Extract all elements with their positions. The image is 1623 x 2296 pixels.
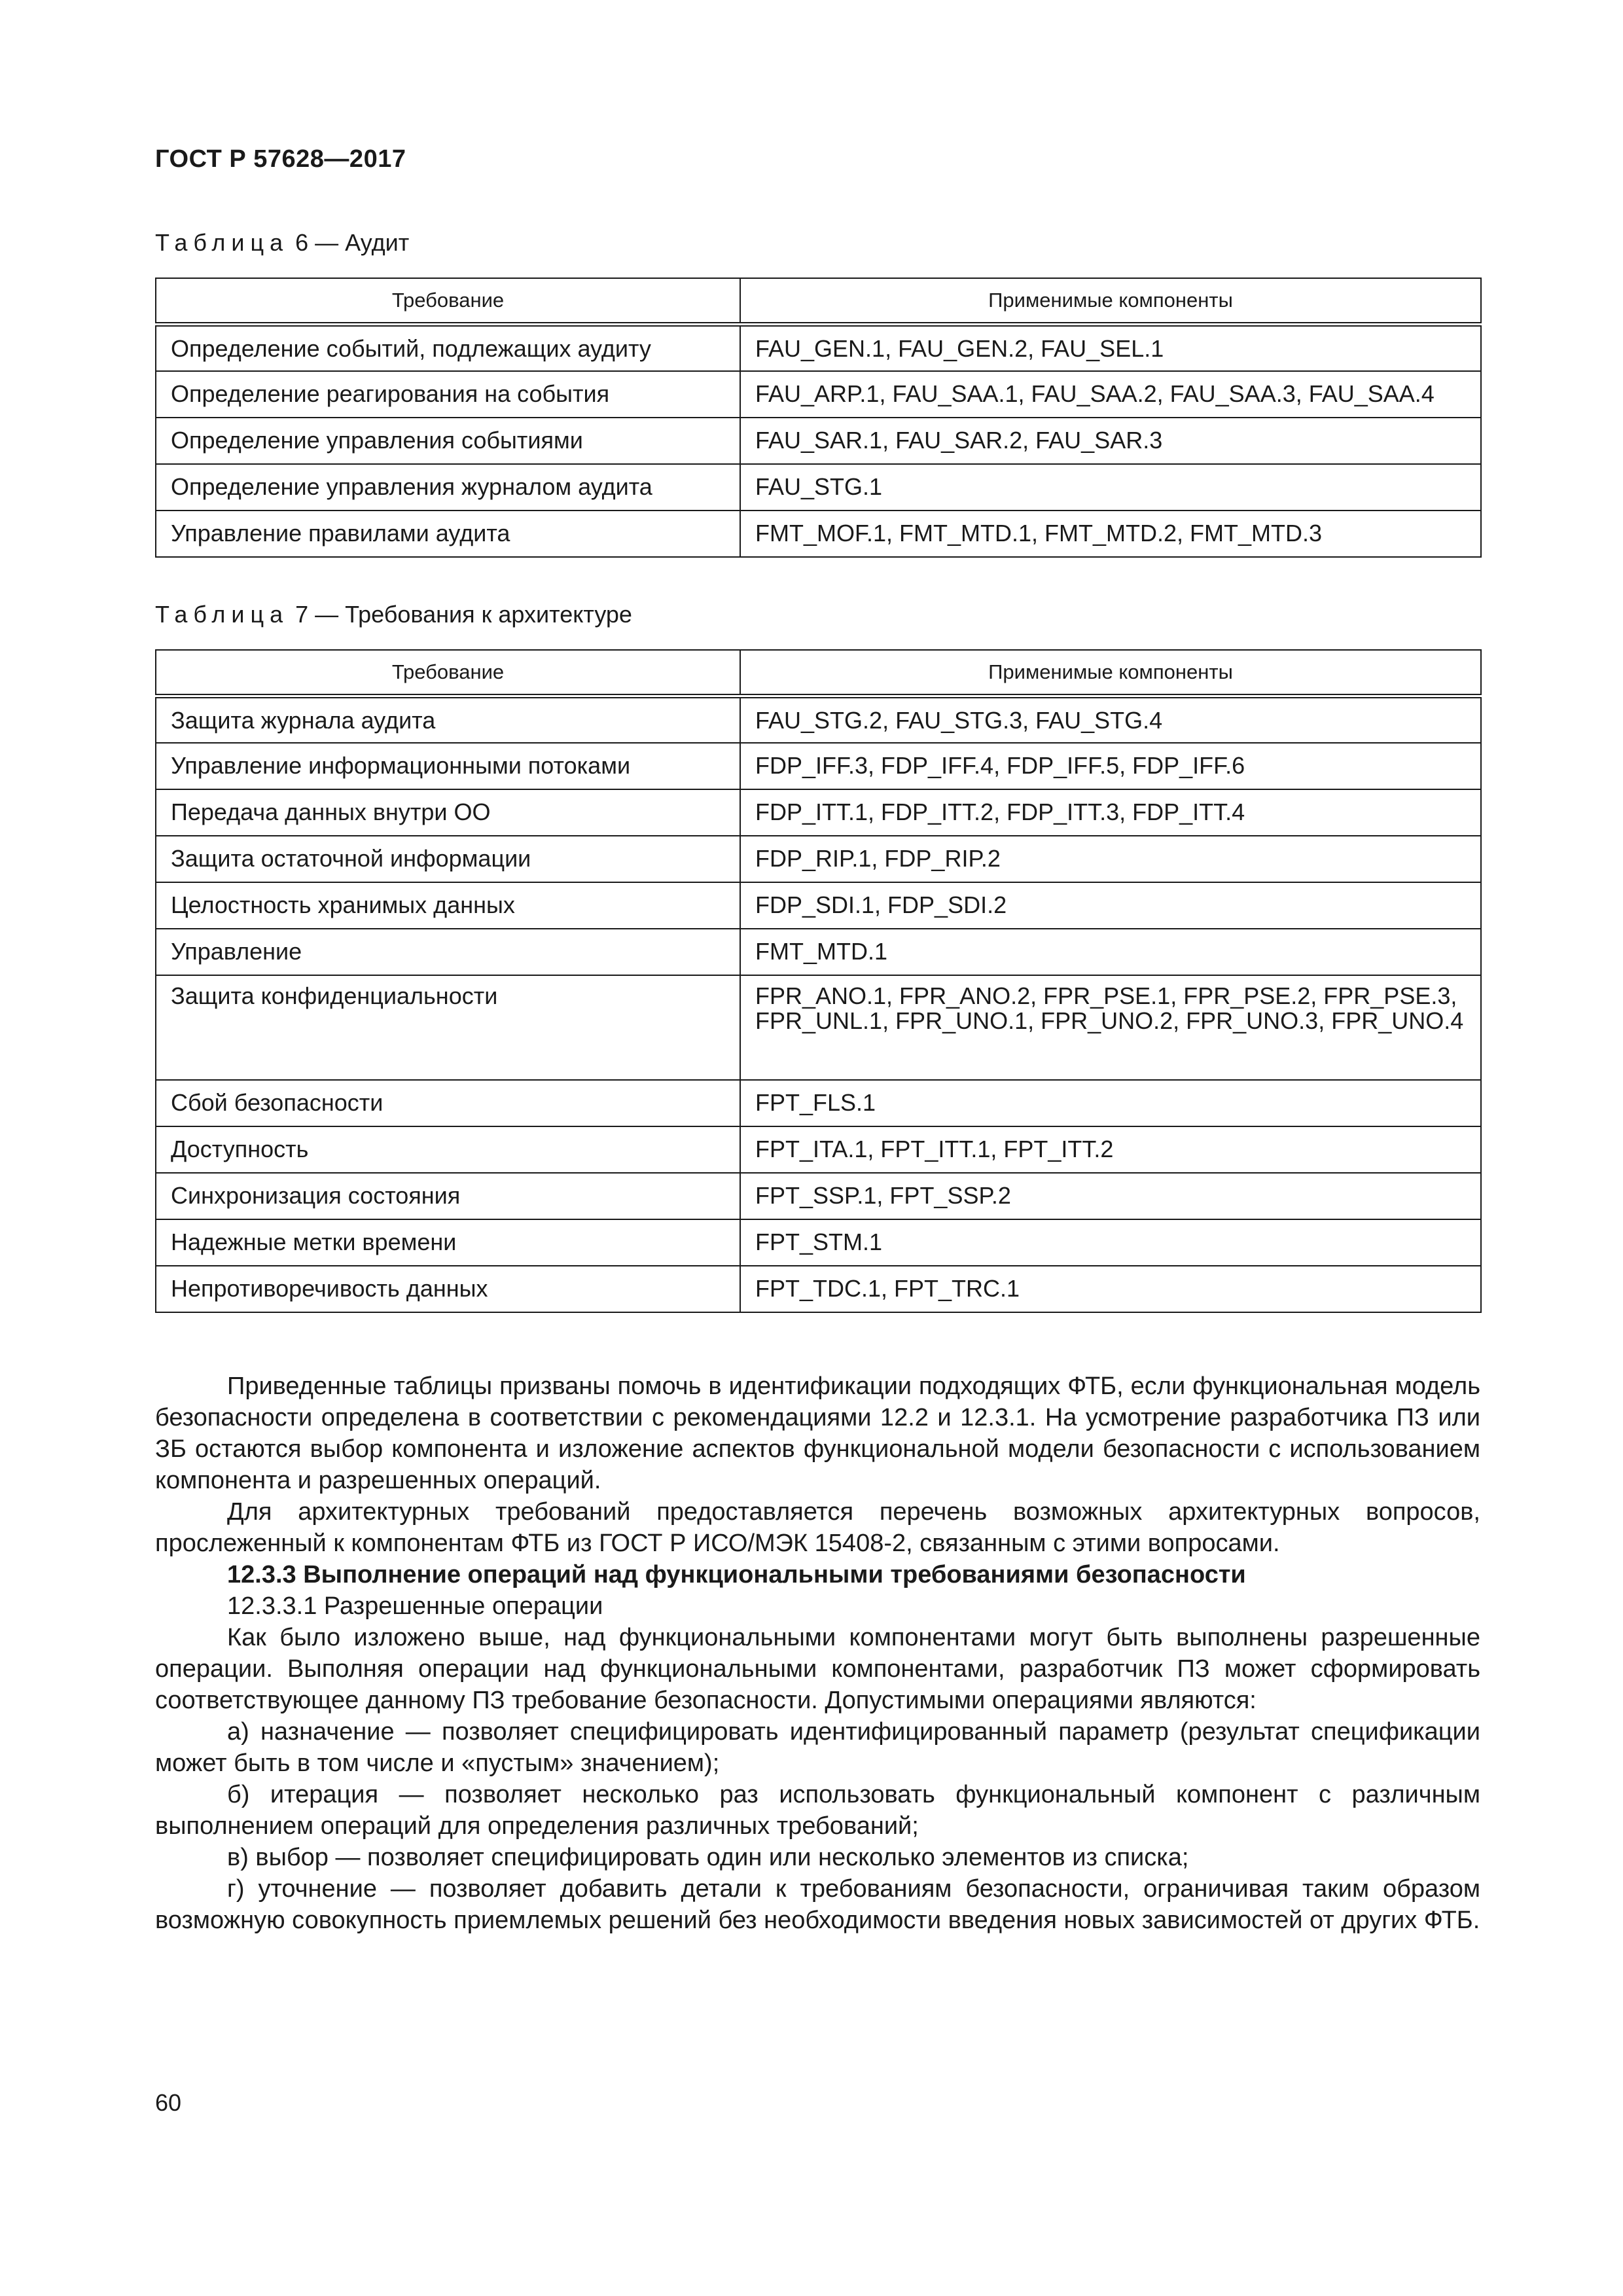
components-cell: FAU_STG.1 [740, 464, 1481, 511]
components-cell: FDP_IFF.3, FDP_IFF.4, FDP_IFF.5, FDP_IFF.6 [740, 743, 1481, 789]
table-header-row [156, 278, 1481, 325]
table-row [156, 464, 1481, 511]
subsection-heading-12-3-3-1: 12.3.3.1 Разрешенные операции [227, 1592, 603, 1620]
components-cell: FAU_SAR.1, FAU_SAR.2, FAU_SAR.3 [740, 418, 1481, 464]
requirement-cell: Сбой безопасности [156, 1080, 740, 1126]
table-row [156, 1173, 1481, 1219]
section-heading-12-3-3: 12.3.3 Выполнение операций над функциональными требованиями безопасности [227, 1561, 1246, 1588]
requirement-cell: Управление [156, 929, 740, 975]
table-row [156, 418, 1481, 464]
table-row [156, 1080, 1481, 1126]
list-item-selection: в) выбор — позволяет специфицировать один или несколько элементов из списка; [227, 1844, 1189, 1871]
components-cell: FPT_TDC.1, FPT_TRC.1 [740, 1266, 1481, 1312]
list-item-refinement: г) уточнение — позволяет добавить детали к требованиям безопасности, ограничивая таким образом возможную совокупность приемлемых решений без необходимости введения новых зависимостей от других ФТБ. [155, 1875, 1480, 1934]
table-row [156, 882, 1481, 929]
table-row [156, 836, 1481, 882]
requirement-cell: Определение реагирования на события [156, 371, 740, 418]
table-row [156, 325, 1481, 371]
table-7-architecture [155, 649, 1482, 1313]
table-7-caption-word: Таблица [155, 601, 289, 628]
requirement-cell: Определение событий, подлежащих аудиту [156, 325, 740, 371]
table-row [156, 511, 1481, 557]
components-cell: FPT_STM.1 [740, 1219, 1481, 1266]
table-7-caption [155, 601, 632, 628]
components-cell: FAU_GEN.1, FAU_GEN.2, FAU_SEL.1 [740, 325, 1481, 371]
column-header-components: Применимые компоненты [740, 278, 1481, 325]
table-row [156, 975, 1481, 1080]
table-row [156, 696, 1481, 743]
components-cell: FPT_SSP.1, FPT_SSP.2 [740, 1173, 1481, 1219]
table-row [156, 743, 1481, 789]
requirement-cell: Защита конфиденциальности [156, 975, 740, 1080]
components-cell: FMT_MTD.1 [740, 929, 1481, 975]
components-cell: FPT_FLS.1 [740, 1080, 1481, 1126]
table-row [156, 371, 1481, 418]
table-row [156, 929, 1481, 975]
components-cell: FDP_RIP.1, FDP_RIP.2 [740, 836, 1481, 882]
table-row [156, 1126, 1481, 1173]
list-item-assignment: а) назначение — позволяет специфицировать идентифицированный параметр (результат спецификации может быть в том числе и «пустым» значением); [155, 1718, 1480, 1777]
body-text [155, 1371, 1480, 1936]
table-header-row [156, 650, 1481, 696]
components-cell: FAU_ARP.1, FAU_SAA.1, FAU_SAA.2, FAU_SAA.3, FAU_SAA.4 [740, 371, 1481, 418]
components-cell: FDP_ITT.1, FDP_ITT.2, FDP_ITT.3, FDP_ITT.4 [740, 789, 1481, 836]
requirement-cell: Надежные метки времени [156, 1219, 740, 1266]
column-header-components: Применимые компоненты [740, 650, 1481, 696]
requirement-cell: Определение управления журналом аудита [156, 464, 740, 511]
requirement-cell: Защита остаточной информации [156, 836, 740, 882]
table-6-audit [155, 278, 1482, 558]
table-6-caption-word: Таблица [155, 229, 289, 256]
page-number: 60 [155, 2089, 182, 2116]
table-6-caption-title: 6 — Аудит [289, 229, 410, 256]
table-6-caption [155, 229, 409, 257]
requirement-cell: Передача данных внутри ОО [156, 789, 740, 836]
components-cell: FPT_ITA.1, FPT_ITT.1, FPT_ITT.2 [740, 1126, 1481, 1173]
document-id: ГОСТ Р 57628—2017 [155, 145, 406, 173]
components-cell: FPR_ANO.1, FPR_ANO.2, FPR_PSE.1, FPR_PSE.2, FPR_PSE.3, FPR_UNL.1, FPR_UNO.1, FPR_UNO.2, FPR_UNO.3, FPR_UNO.4 [740, 975, 1481, 1080]
components-cell: FDP_SDI.1, FDP_SDI.2 [740, 882, 1481, 929]
requirement-cell: Непротиворечивость данных [156, 1266, 740, 1312]
components-cell: FMT_MOF.1, FMT_MTD.1, FMT_MTD.2, FMT_MTD.3 [740, 511, 1481, 557]
paragraph-architecture: Для архитектурных требований предоставляется перечень возможных архитектурных вопросов, прослеженный к компонентам ФТБ из ГОСТ Р ИСО/МЭК 15408-2, связанным с этими вопросами. [155, 1498, 1480, 1557]
requirement-cell: Защита журнала аудита [156, 696, 740, 743]
list-item-iteration: б) итерация — позволяет несколько раз использовать функциональный компонент с различным выполнением операций для определения различных требований; [155, 1781, 1480, 1840]
requirement-cell: Управление правилами аудита [156, 511, 740, 557]
paragraph-tables-purpose: Приведенные таблицы призваны помочь в идентификации подходящих ФТБ, если функциональная модель безопасности определена в соответствии с рекомендациями 12.2 и 12.3.1. На усмотрение разработчика ПЗ или ЗБ остаются выбор компонента и изложение аспектов функциональной модели безопасности с использованием компонента и разрешенных операций. [155, 1372, 1480, 1494]
column-header-requirement: Требование [156, 278, 740, 325]
column-header-requirement: Требование [156, 650, 740, 696]
requirement-cell: Определение управления событиями [156, 418, 740, 464]
components-cell: FAU_STG.2, FAU_STG.3, FAU_STG.4 [740, 696, 1481, 743]
table-7-caption-title: 7 — Требования к архитектуре [289, 601, 632, 628]
requirement-cell: Синхронизация состояния [156, 1173, 740, 1219]
table-row [156, 1219, 1481, 1266]
paragraph-allowed-operations: Как было изложено выше, над функциональными компонентами могут быть выполнены разрешенные операции. Выполняя операции над функциональными компонентами, разработчик ПЗ может сформировать соответствующее данному ПЗ требование безопасности. Допустимыми операциями являются: [155, 1624, 1480, 1714]
requirement-cell: Доступность [156, 1126, 740, 1173]
requirement-cell: Целостность хранимых данных [156, 882, 740, 929]
table-row [156, 1266, 1481, 1312]
requirement-cell: Управление информационными потоками [156, 743, 740, 789]
table-row [156, 789, 1481, 836]
